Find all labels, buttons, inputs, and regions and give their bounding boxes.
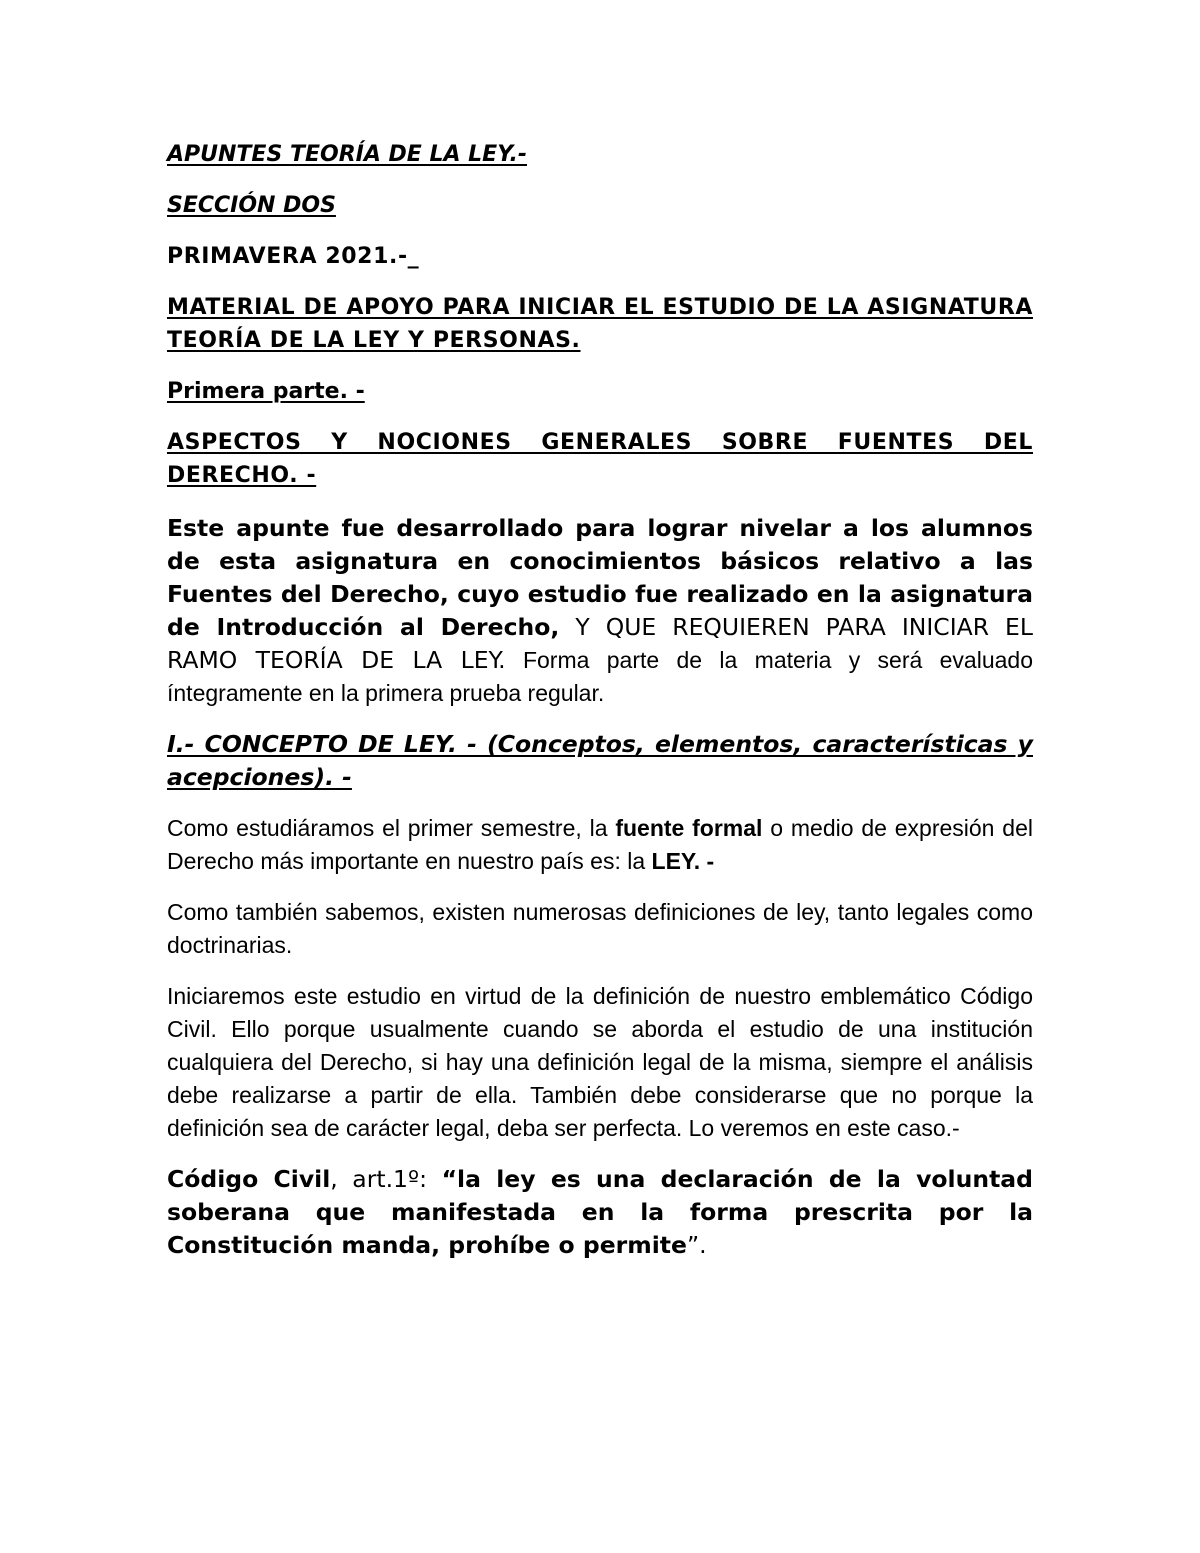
study-paragraph — [167, 812, 1033, 878]
concept-heading: I.- CONCEPTO DE LEY. - (Conceptos, elementos, características y acepciones). - — [167, 730, 1033, 791]
study-bold-2: LEY. - — [651, 848, 715, 874]
begin-paragraph: Iniciaremos este estudio en virtud de la definición de nuestro emblemático Código Civil. Ello porque usualmente cuando se aborda el estudio de una institución cualquiera del Derecho, si hay una definición legal de la misma, siempre el análisis debe realizarse a partir de ella. También debe considerarse que no porque la definición sea de carácter legal, deba ser perfecta. Lo veremos en este caso.- — [167, 983, 1033, 1141]
intro-paragraph — [167, 512, 1033, 710]
civil-code-article: , art.1º: — [330, 1165, 442, 1193]
study-text-2: o medio de expresión del Derecho más importante en nuestro país es: la — [167, 815, 1033, 874]
document-page — [167, 138, 1033, 1262]
part-label: Primera parte. - — [167, 379, 365, 404]
document-title: APUNTES TEORÍA DE LA LEY.- — [167, 142, 527, 167]
civil-code-quote: “la ley es una declaración de la voluntad soberana que manifestada en la forma prescrita por la Constitución manda, prohíbe o permite — [167, 1165, 1033, 1259]
also-paragraph: Como también sabemos, existen numerosas definiciones de ley, tanto legales como doctrinarias. — [167, 899, 1033, 958]
study-bold-1: fuente formal — [615, 815, 763, 841]
civil-code-label: Código Civil — [167, 1165, 331, 1193]
intro-bold-text: Este apunte fue desarrollado para lograr nivelar a los alumnos de esta asignatura en conocimientos básicos relativo a las Fuentes del Derecho, cuyo estudio fue realizado en la asignatura de Introducción al Derecho, — [167, 514, 1033, 641]
section-label: SECCIÓN DOS — [167, 193, 336, 218]
season-label: PRIMAVERA 2021.-_ — [167, 244, 420, 269]
aspects-heading: ASPECTOS Y NOCIONES GENERALES SOBRE FUENTES DEL DERECHO. - — [167, 430, 1033, 488]
intro-caps-text: Y QUE REQUIEREN PARA INICIAR EL RAMO TEORÍA DE LA LEY. — [167, 613, 1033, 674]
civil-code-paragraph — [167, 1163, 1033, 1262]
civil-code-closing: ”. — [686, 1231, 707, 1259]
material-heading: MATERIAL DE APOYO PARA INICIAR EL ESTUDIO DE LA ASIGNATURA TEORÍA DE LA LEY Y PERSONAS. — [167, 295, 1033, 353]
study-text-1: Como estudiáramos el primer semestre, la — [167, 815, 616, 841]
intro-rest-text: Forma parte de la materia y será evaluado íntegramente en la primera prueba regular. — [167, 647, 1033, 706]
